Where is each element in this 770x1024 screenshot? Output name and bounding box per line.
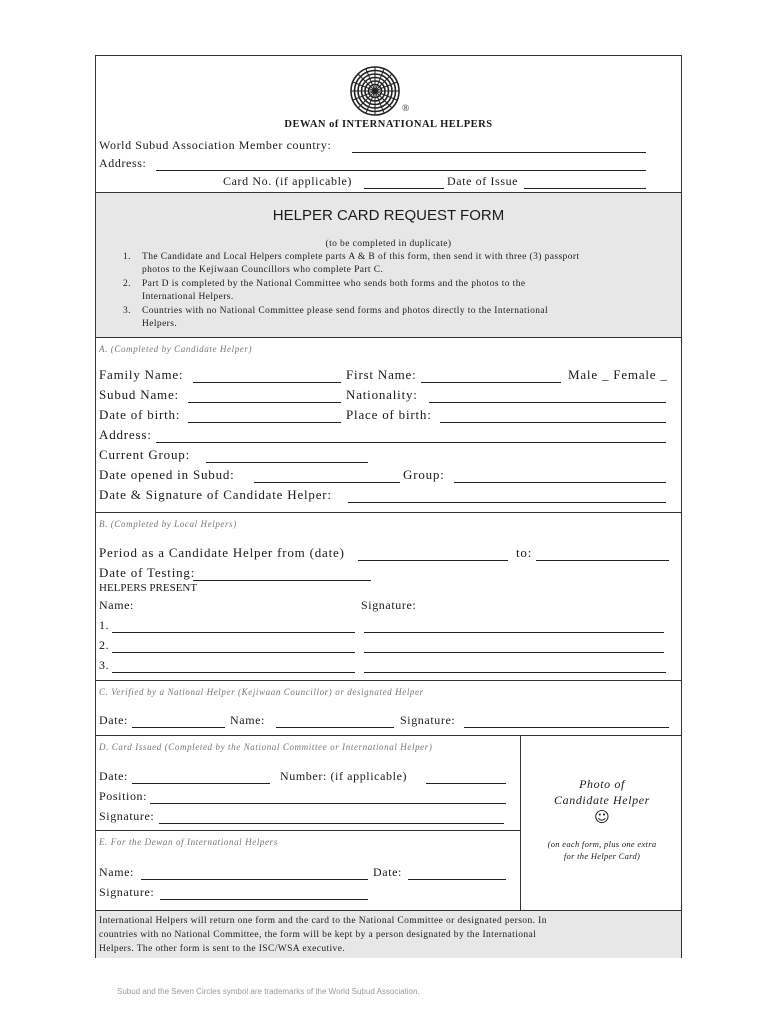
candidate-signature-field[interactable] [348,502,666,503]
instruction-2-number: 2. [123,279,131,289]
date-issue-field[interactable] [524,188,646,189]
date-opened-field[interactable] [254,482,400,483]
footer-note-line3: Helpers. The other form is sent to the ISC/WSA executive. [99,944,346,954]
section-e-name-field[interactable] [141,879,368,880]
family-name-label: Family Name: [99,367,184,382]
helper-1-signature-field[interactable] [364,632,664,633]
form-subtitle: (to be completed in duplicate) [325,239,452,249]
card-no-field[interactable] [364,188,444,189]
helper-card-request-form [95,55,682,958]
photo-note-line2: for the Helper Card) [563,851,641,861]
first-name-field[interactable] [421,382,561,383]
helpers-name-label: Name: [99,598,134,612]
footer-note-line1: International Helpers will return one form and the card to the National Committee or designated person. In [99,916,547,926]
section-e-name-label: Name: [99,865,134,879]
nationality-label: Nationality: [346,387,418,402]
section-e-header: E. For the Dewan of International Helpers [99,837,278,847]
address-label: Address: [99,427,152,442]
period-to-label: to: [516,545,533,560]
period-to-field[interactable] [536,560,669,561]
section-c-date-field[interactable] [132,727,225,728]
address-label: Address: [99,156,147,170]
section-d-position-label: Position: [99,789,148,803]
subud-name-field[interactable] [188,402,341,403]
helper-1-name-field[interactable] [112,632,355,633]
registered-mark: ® [402,104,410,114]
instruction-1-number: 1. [123,252,131,262]
section-a-header: A. (Completed by Candidate Helper) [99,344,253,354]
date-issue-label: Date of Issue [447,174,519,188]
place-of-birth-field[interactable] [440,422,666,423]
photo-label-line1: Photo of [579,777,625,791]
form-header [96,56,681,193]
helper-row-1-number: 1. [99,618,110,632]
instruction-1-line2: photos to the Kejiwaan Councillors who complete Part C. [142,265,384,275]
photo-note-line1: (on each form, plus one extra [547,839,657,849]
date-testing-field[interactable] [193,580,371,581]
address-field[interactable] [156,442,666,443]
first-name-label: First Name: [346,367,417,382]
instruction-3-line1: Countries with no National Committee please send forms and photos directly to the International [142,306,549,316]
section-d [96,736,521,831]
photo-box[interactable] [521,736,683,910]
header-address-field[interactable] [156,170,646,171]
current-group-label: Current Group: [99,447,190,462]
section-a [96,338,681,513]
nationality-field[interactable] [429,402,666,403]
section-c-signature-label: Signature: [400,713,456,727]
instruction-2-line2: International Helpers. [142,292,234,302]
member-country-field[interactable] [352,152,646,153]
section-d-date-label: Date: [99,769,128,783]
section-e-date-label: Date: [373,865,402,879]
section-d-signature-label: Signature: [99,809,155,823]
section-e-date-field[interactable] [408,879,506,880]
footer-note-line2: countries with no National Committee, the form will be kept by a person designated by the International [99,930,537,940]
helper-2-signature-field[interactable] [364,652,664,653]
helper-3-signature-field[interactable] [364,672,666,673]
subud-name-label: Subud Name: [99,387,179,402]
date-opened-label: Date opened in Subud: [99,467,235,482]
section-d-position-field[interactable] [150,803,506,804]
place-of-birth-label: Place of birth: [346,407,432,422]
date-testing-label: Date of Testing: [99,565,196,580]
family-name-field[interactable] [193,382,341,383]
section-e-signature-label: Signature: [99,885,155,899]
helper-3-name-field[interactable] [112,672,355,673]
smiley-icon: ☺ [594,808,610,826]
instruction-1-line1: The Candidate and Local Helpers complete parts A & B of this form, then send it with three (3) passport [142,252,580,262]
footer-note [96,910,681,958]
helper-2-name-field[interactable] [112,652,355,653]
date-signature-label: Date & Signature of Candidate Helper: [99,487,332,502]
section-d-number-field[interactable] [426,783,506,784]
form-title: HELPER CARD REQUEST FORM [272,207,505,224]
title-block [96,193,681,338]
section-c [96,681,681,736]
helper-row-2-number: 2. [99,638,110,652]
section-c-name-field[interactable] [276,727,394,728]
helpers-signature-label: Signature: [361,598,417,612]
instruction-3-number: 3. [123,306,131,316]
section-d-date-field[interactable] [132,783,270,784]
card-no-label: Card No. (if applicable) [223,174,353,188]
group-label: Group: [403,467,445,482]
section-d-signature-field[interactable] [159,823,504,824]
group-field[interactable] [454,482,666,483]
section-d-header: D. Card Issued (Completed by the National Committee or International Helper) [99,742,433,752]
section-c-signature-field[interactable] [464,727,669,728]
current-group-field[interactable] [206,462,368,463]
period-label: Period as a Candidate Helper from (date) [99,545,345,560]
section-b [96,513,681,681]
section-c-date-label: Date: [99,713,128,727]
member-country-label: World Subud Association Member country: [99,138,332,152]
org-title: DEWAN of INTERNATIONAL HELPERS [284,119,493,130]
trademark-notice: Subud and the Seven Circles symbol are trademarks of the World Subud Association. [117,987,420,996]
date-of-birth-field[interactable] [188,422,341,423]
helpers-present-label: HELPERS PRESENT [99,582,198,594]
period-from-field[interactable] [358,560,508,561]
section-d-number-label: Number: (if applicable) [280,769,408,783]
section-e-signature-field[interactable] [160,899,368,900]
instruction-3-line2: Helpers. [142,319,178,329]
gender-options[interactable]: Male _ Female _ [568,367,668,382]
date-of-birth-label: Date of birth: [99,407,181,422]
section-e [96,831,521,910]
photo-label-line2: Candidate Helper [554,793,650,807]
helper-row-3-number: 3. [99,658,110,672]
subud-seven-circles-logo [350,66,400,116]
instruction-2-line1: Part D is completed by the National Committee who sends both forms and the photos to the [142,279,526,289]
section-c-header: C. Verified by a National Helper (Kejiwaan Councillor) or designated Helper [99,687,424,697]
section-b-header: B. (Completed by Local Helpers) [99,519,237,529]
section-c-name-label: Name: [230,713,265,727]
